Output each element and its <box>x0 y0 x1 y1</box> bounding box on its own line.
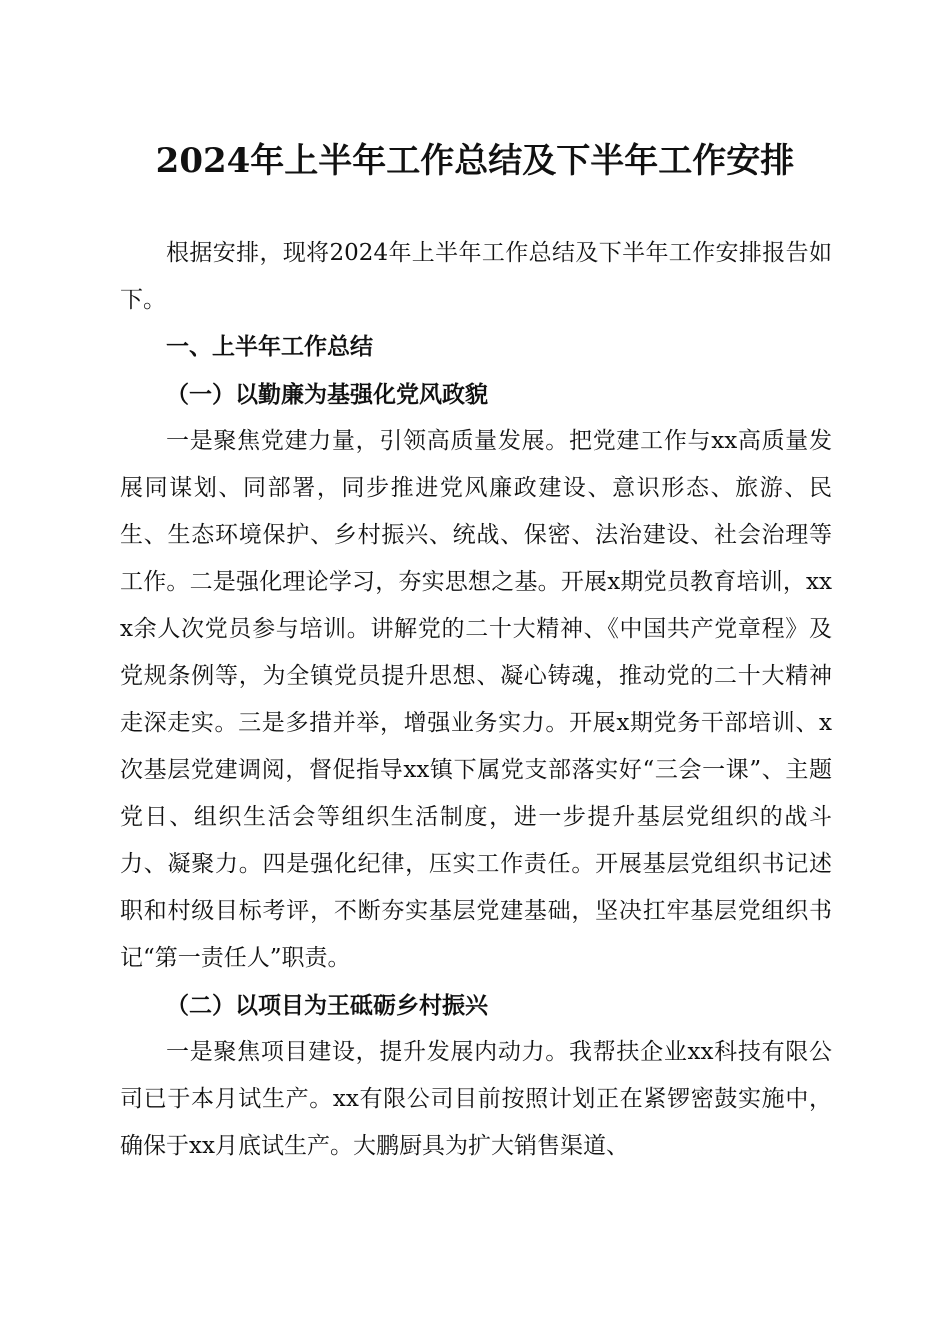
body-paragraph: 一是聚焦党建力量，引领高质量发展。把党建工作与xx高质量发展同谋划、同部署，同步推进党风廉政建设、意识形态、旅游、民生、生态环境保护、乡村振兴、统战、保密、法治建设、社会治理等工作。二是强化理论学习，夯实思想之基。开展x期党员教育培训，xxx余人次党员参与培训。讲解党的二十大精神、《中国共产党章程》及党规条例等，为全镇党员提升思想、凝心铸魂，推动党的二十大精神走深走实。三是多措并举，增强业务实力。开展x期党务干部培训、x次基层党建调阅，督促指导xx镇下属党支部落实好“三会一课”、主题党日、组织生活会等组织生活制度，进一步提升基层党组织的战斗力、凝聚力。四是强化纪律，压实工作责任。开展基层党组织书记述职和村级目标考评，不断夯实基层党建基础，坚决扛牢基层党组织书记“第一责任人”职责。 <box>120 428 832 971</box>
document-body <box>120 230 832 1170</box>
subsection-heading: （二）以项目为王砥砺乡村振兴 <box>166 992 488 1019</box>
section-heading: 一、上半年工作总结 <box>166 334 373 360</box>
document-title: 2024年上半年工作总结及下半年工作安排 <box>155 141 795 181</box>
intro-paragraph: 根据安排，现将2024年上半年工作总结及下半年工作安排报告如下。 <box>120 240 832 313</box>
body-paragraph: 一是聚焦项目建设，提升发展内动力。我帮扶企业xx科技有限公司已于本月试生产。xx有限公司目前按照计划正在紧锣密鼓实施中，确保于xx月底试生产。大鹏厨具为扩大销售渠道、 <box>120 1039 832 1159</box>
subsection-heading: （一）以勤廉为基强化党风政貌 <box>166 381 488 408</box>
